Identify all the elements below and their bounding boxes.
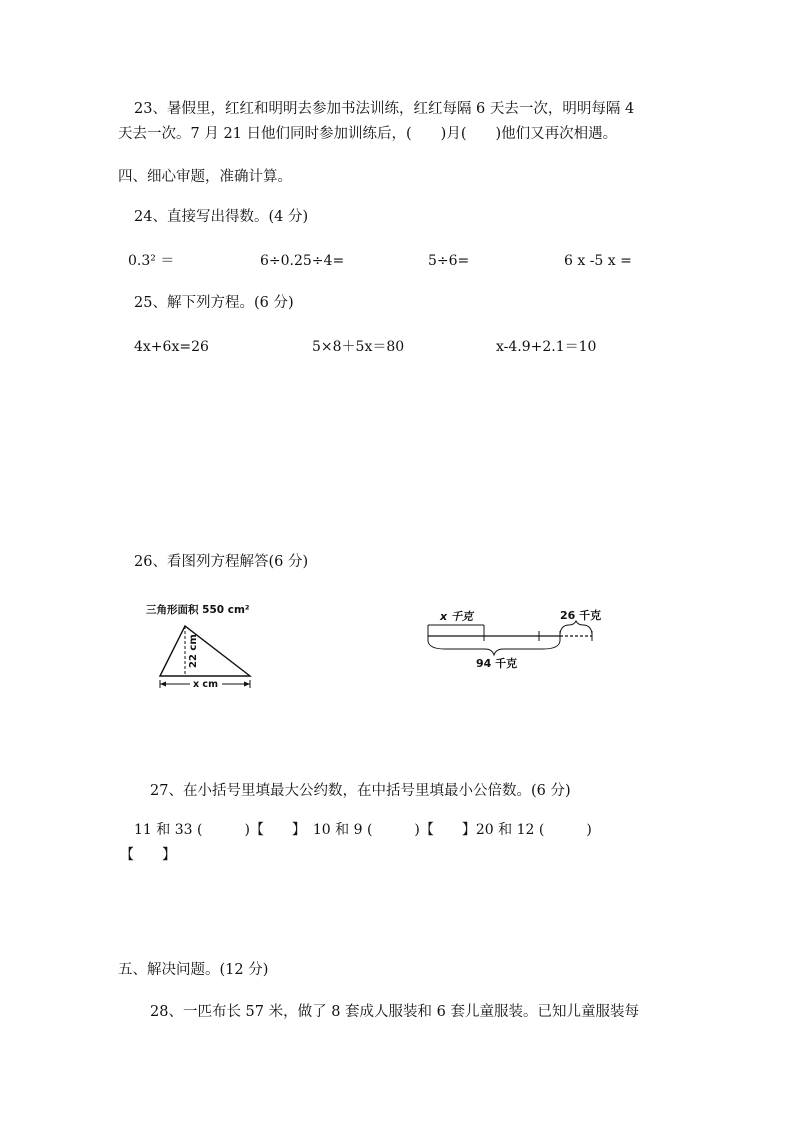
q27-title: 27、在小括号里填最大公约数，在中括号里填最小公倍数。(6 分) [150,783,571,799]
q24-item-1: 0.3² ＝ [128,253,175,269]
triangle-arrow-right [244,682,250,687]
q27-line2: 【 】 [120,847,176,863]
q27-line1: 11 和 33 ( )【 】 10 和 9 ( )【 】20 和 12 ( ) [134,822,592,838]
segment-total-label: 94 千克 [476,657,518,670]
triangle-shape [160,626,250,676]
section5-title: 五、解决问题。(12 分) [118,962,269,978]
q25-item-3: x-4.9+2.1＝10 [496,339,597,355]
segment-total-brace [428,641,560,655]
triangle-arrow-left [160,682,166,687]
segment-x-label: x 千克 [440,610,473,623]
q26-title: 26、看图列方程解答(6 分) [134,554,309,570]
triangle-area-label: 三角形面积 550 cm² [146,604,250,616]
triangle-figure [140,598,300,698]
q25-item-2: 5×8＋5x＝80 [312,339,405,355]
q25-item-1: 4x+6x=26 [134,339,209,355]
q24-item-2: 6÷0.25÷4= [260,253,345,269]
segment-extra-brace [560,621,592,634]
section4-title: 四、细心审题，准确计算。 [118,169,292,185]
q24-item-3: 5÷6= [428,253,470,269]
q28-line1: 28、一匹布长 57 米，做了 8 套成人服装和 6 套儿童服装。已知儿童服装每 [150,1004,640,1020]
triangle-base-label: x cm [193,679,218,690]
segment-extra-label: 26 千克 [560,609,602,622]
q23-line2: 天去一次。7 月 21 日他们同时参加训练后，( )月( )他们又再次相遇。 [118,126,618,142]
triangle-height-label: 22 cm [188,634,199,668]
q23-line1: 23、暑假里，红红和明明去参加书法训练，红红每隔 6 天去一次，明明每隔 4 [134,101,635,117]
q24-title: 24、直接写出得数。(4 分) [134,209,309,225]
q24-item-4: 6 x -5 x = [564,253,632,269]
segment-figure [420,604,620,674]
q25-title: 25、解下列方程。(6 分) [134,295,294,311]
